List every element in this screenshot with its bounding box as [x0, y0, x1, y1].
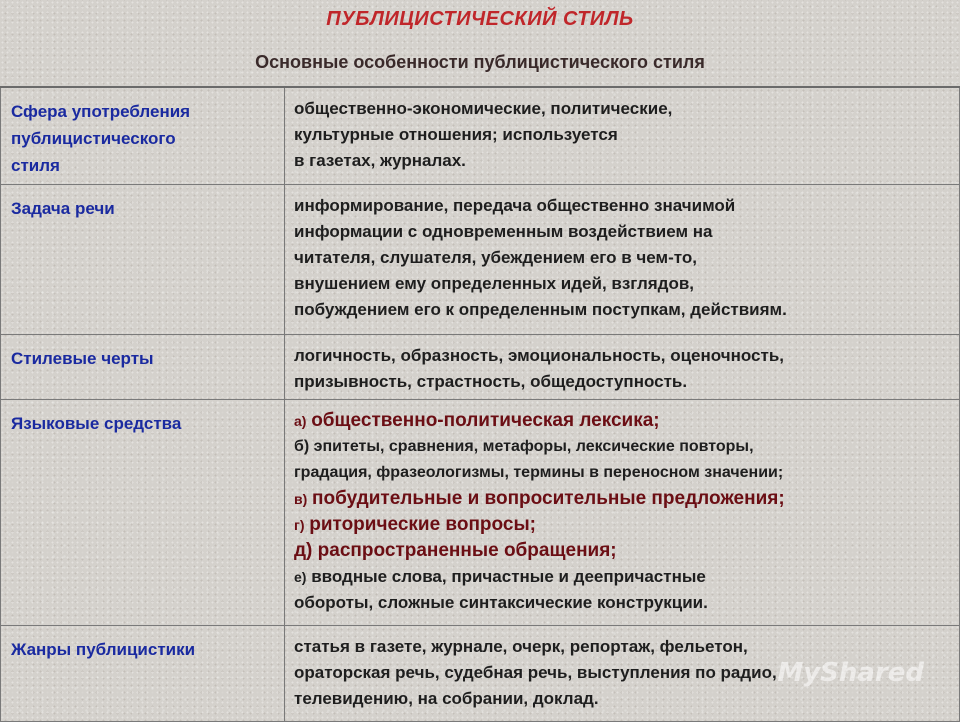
- label-line: Языковые средства: [11, 413, 182, 433]
- item-text: б) эпитеты, сравнения, метафоры, лексические повторы,: [294, 437, 754, 455]
- list-item: [294, 512, 951, 538]
- label-line: Задача речи: [11, 198, 115, 218]
- content-line: в газетах, журналах.: [294, 151, 466, 170]
- row-label-genres: [1, 625, 285, 721]
- content-line: информирование, передача общественно значимой: [294, 195, 736, 215]
- content-line: статья в газете, журнале, очерк, репортаж, фельетон,: [294, 636, 748, 656]
- table-row-sphere: [1, 87, 960, 184]
- features-table: [0, 86, 960, 722]
- item-marker: г): [294, 516, 305, 533]
- content-line: культурные отношения; используется: [294, 125, 618, 144]
- label-line: публицистического: [11, 129, 176, 148]
- label-line: Стилевые черты: [11, 348, 154, 368]
- table-row-task: [1, 184, 960, 334]
- row-content-sphere: [285, 87, 960, 184]
- label-line: Жанры публицистики: [11, 639, 196, 659]
- item-text: обороты, сложные синтаксические конструкции.: [294, 592, 708, 612]
- list-item: [294, 538, 951, 564]
- item-text: побудительные и вопросительные предложения;: [312, 487, 785, 509]
- list-item: [294, 408, 951, 434]
- table-row-style-features: [1, 334, 960, 399]
- row-content-style-features: [285, 334, 960, 399]
- list-item: [294, 564, 951, 590]
- content-line: призывность, страстность, общедоступность.: [294, 371, 688, 391]
- item-text: общественно-политическая лексика;: [311, 409, 660, 431]
- row-label-style-features: [1, 334, 285, 399]
- row-label-task: [1, 184, 285, 334]
- content-line: побуждением его к определенным поступкам, действиям.: [294, 299, 787, 319]
- item-marker: в): [294, 490, 308, 507]
- table-row-language-means: [1, 399, 960, 625]
- content-line: внушением ему определенных идей, взглядов,: [294, 273, 695, 293]
- label-line: стиля: [11, 156, 60, 175]
- content-line: информации с одновременным воздействием на: [294, 221, 713, 241]
- list-item: [294, 434, 951, 460]
- row-content-language-means: [285, 399, 960, 625]
- page-title: ПУБЛИЦИСТИЧЕСКИЙ СТИЛЬ: [326, 8, 634, 30]
- content-line: читателя, слушателя, убеждением его в чем-то,: [294, 247, 697, 267]
- content-line: ораторская речь, судебная речь, выступления по радио,: [294, 662, 777, 682]
- content-line: общественно-экономические, политические,: [294, 99, 673, 118]
- watermark-logo: MyShared: [777, 658, 924, 688]
- page-subtitle: Основные особенности публицистического стиля: [255, 52, 705, 72]
- row-label-sphere: [1, 87, 285, 184]
- label-line: Сфера употребления: [11, 102, 191, 121]
- list-item: [294, 460, 951, 486]
- content-line: телевидению, на собрании, доклад.: [294, 688, 599, 708]
- item-text: риторические вопросы;: [309, 513, 537, 535]
- item-marker: е): [294, 568, 307, 585]
- item-text: д) распространенные обращения;: [294, 539, 617, 561]
- item-text: вводные слова, причастные и деепричастные: [311, 566, 706, 586]
- list-item: [294, 590, 951, 616]
- row-label-language-means: [1, 399, 285, 625]
- list-item: [294, 486, 951, 512]
- content-line: логичность, образность, эмоциональность, оценочность,: [294, 345, 784, 365]
- item-marker: а): [294, 412, 307, 429]
- item-text: градация, фразеологизмы, термины в переносном значении;: [294, 463, 784, 481]
- row-content-task: [285, 184, 960, 334]
